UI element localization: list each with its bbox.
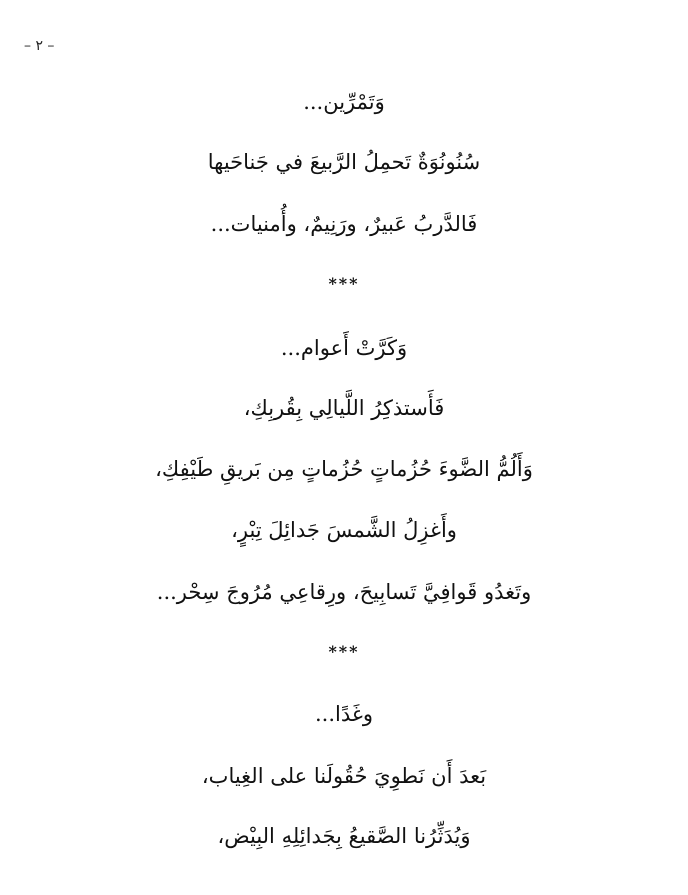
poem-line: وغَدًا...: [314, 702, 373, 726]
poem-line: سُنُونُوَةٌ تَحمِلُ الرَّبيعَ في جَناحَيها: [207, 150, 481, 174]
section-separator: ***: [328, 642, 360, 661]
poem-line: بَعدَ أَن نَطوِيَ حُقُولَنا على الغِياب،: [201, 764, 487, 788]
poem-line: وأَغزِلُ الشَّمسَ جَدائِلَ تِبْرٍ،: [231, 518, 457, 542]
section-separator: ***: [328, 274, 360, 293]
poem-line: فَأَستذكِرُ اللَّيالِي بِقُربِكِ،: [243, 396, 445, 420]
poem-line: فَالدَّربُ عَبيرٌ، ورَنِيمٌ، وأُمنيات...: [210, 212, 478, 236]
poem-line: وَتَمْرِّين...: [303, 90, 385, 114]
poem-line: وَأَلُمُّ الضَّوءَ حُزُماتٍ حُزُماتٍ مِن بَريقِ طَيْفِكِ،: [155, 457, 533, 481]
page-number: – ٢ –: [24, 38, 55, 54]
poem-line: وَكَرَّتْ أَعوام...: [280, 336, 408, 360]
poem-line: وتَغدُو قَوافِيَّ تَسابِيحَ، ورِقاعِي مُرُوجَ سِحْر...: [156, 580, 532, 604]
poem-line: وَيُدَثِّرُنا الصَّقيعُ بِجَدائِلِهِ البِيْض،: [217, 824, 471, 848]
